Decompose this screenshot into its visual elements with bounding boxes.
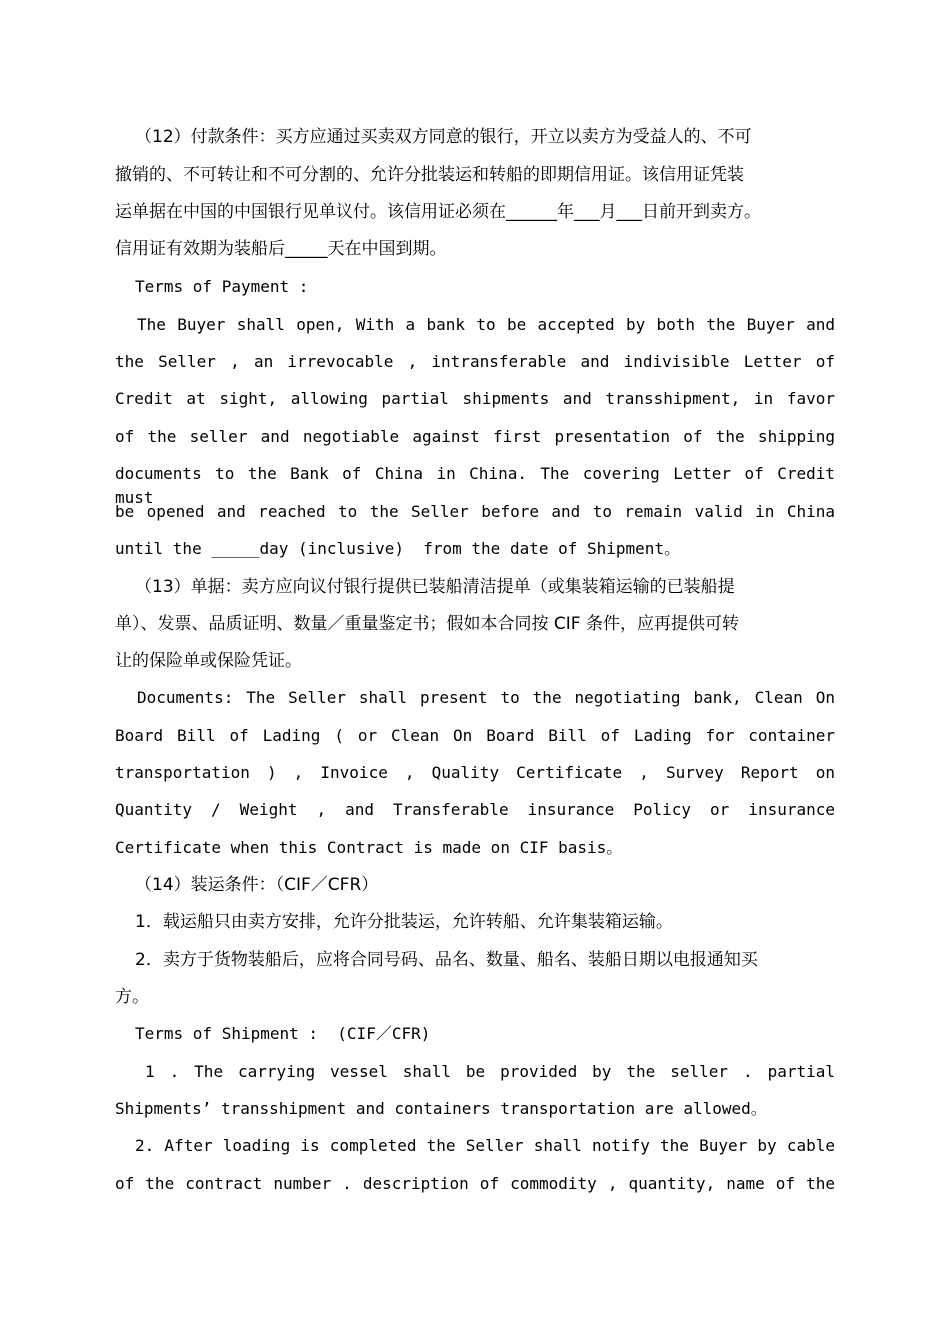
shipment-line-1: 1 . The carrying vessel shall be provided by the seller . partial — [145, 1062, 835, 1081]
documents-line-1: Documents: The Seller shall present to the negotiating bank, Clean On — [137, 688, 835, 707]
clause-12-line-4: 信用证有效期为装船后_____天在中国到期。 — [115, 239, 447, 259]
shipment-line-3: 2. After loading is completed the Seller shall notify the Buyer by cable — [135, 1136, 835, 1155]
clause-14-heading: （14）装运条件：（CIF／CFR） — [135, 875, 379, 895]
clause-13-line-3: 让的保险单或保险凭证。 — [115, 651, 302, 671]
shipment-heading: Terms of Shipment : (CIF／CFR) — [135, 1024, 431, 1043]
clause-14-item-2-cont: 方。 — [115, 987, 149, 1007]
clause-13-line-1: （13）单据：卖方应向议付银行提供已装船清洁提单（或集装箱运输的已装船提 — [135, 577, 735, 597]
payment-line-1: The Buyer shall open, With a bank to be accepted by both the Buyer and — [137, 315, 835, 334]
payment-line-3: Credit at sight, allowing partial shipments and transshipment, in favor — [115, 389, 835, 408]
clause-14-item-1: 1．载运船只由卖方安排，允许分批装运，允许转船、允许集装箱运输。 — [135, 912, 673, 932]
documents-line-4: Quantity / Weight , and Transferable insurance Policy or insurance — [115, 800, 835, 819]
payment-line-4: of the seller and negotiable against first presentation of the shipping — [115, 427, 835, 446]
payment-line-6: be opened and reached to the Seller before and to remain valid in China — [115, 502, 835, 521]
clause-12-line-2: 撤销的、不可转让和不可分割的、允许分批装运和转船的即期信用证。该信用证凭装 — [115, 165, 744, 185]
payment-line-2: the Seller , an irrevocable , intransferable and indivisible Letter of — [115, 352, 835, 371]
payment-line-5: documents to the Bank of China in China. The covering Letter of Credit must — [115, 464, 835, 507]
clause-12-line-3: 运单据在中国的中国银行见单议付。该信用证必须在______年___月___日前开到卖方。 — [115, 202, 761, 222]
payment-line-7: until the _____day (inclusive) from the date of Shipment。 — [115, 539, 681, 558]
documents-line-2: Board Bill of Lading ( or Clean On Board Bill of Lading for container — [115, 726, 835, 745]
clause-13-line-2: 单）、发票、品质证明、数量／重量鉴定书；假如本合同按 CIF 条件，应再提供可转 — [115, 614, 739, 634]
shipment-line-2: Shipments’ transshipment and containers transportation are allowed。 — [115, 1099, 767, 1118]
payment-heading: Terms of Payment : — [135, 277, 309, 296]
shipment-line-4: of the contract number . description of commodity , quantity, name of the — [115, 1174, 835, 1193]
clause-14-item-2: 2．卖方于货物装船后，应将合同号码、品名、数量、船名、装船日期以电报通知买 — [135, 950, 758, 970]
documents-line-5: Certificate when this Contract is made on CIF basis。 — [115, 838, 623, 857]
clause-12-line-1: （12）付款条件：买方应通过买卖双方同意的银行，开立以卖方为受益人的、不可 — [135, 127, 752, 147]
documents-line-3: transportation ) , Invoice , Quality Certificate , Survey Report on — [115, 763, 835, 782]
